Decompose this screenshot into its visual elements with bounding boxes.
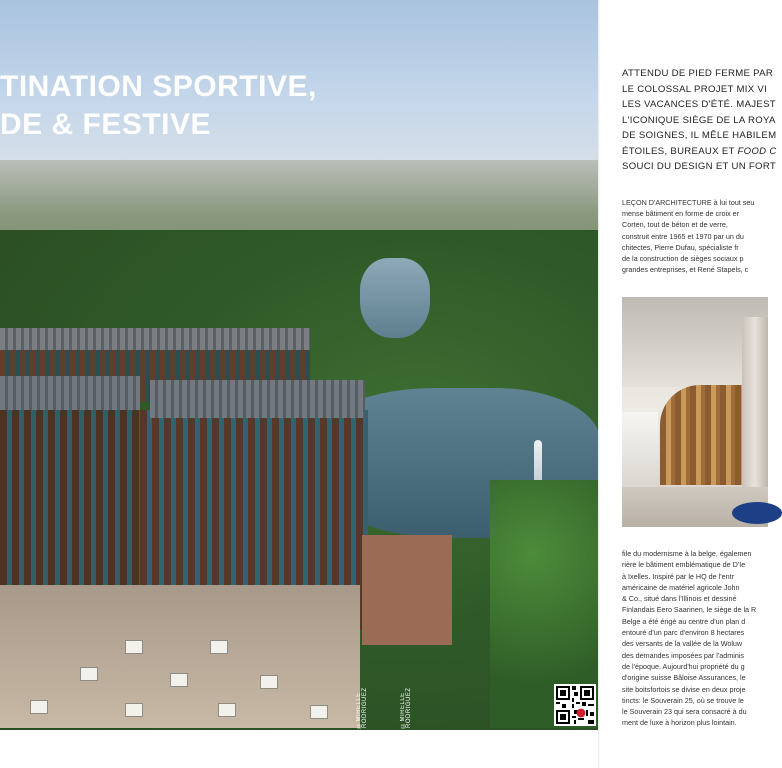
interior-photo (622, 297, 768, 527)
body-line: de l'époque. Aujourd'hui propriété du g (622, 661, 745, 671)
terrace (362, 535, 452, 645)
qr-code-icon (556, 686, 594, 724)
intro-line: ATTENDU DE PIED FERME PAR (622, 68, 774, 79)
body-line: de la construction de sièges sociaux p (622, 254, 744, 264)
body-paragraph-2 (622, 548, 768, 729)
upper-pond (360, 258, 430, 338)
intro-paragraph (622, 66, 777, 175)
interior-pillar (742, 317, 768, 493)
body-line: site boitsfortois se divise en deux proje (622, 684, 746, 694)
qr-code[interactable] (554, 684, 596, 726)
body-line: à Ixelles. Inspiré par le HQ de l'entr (622, 571, 735, 581)
body-line: Corten, tout de béton et de verre, (622, 220, 728, 230)
body-line: tincts: le Souverain 25, où se trouve le (622, 695, 744, 705)
body-line: le Souverain 23 qui sera consacré à du (622, 707, 747, 717)
interior-window (622, 412, 658, 487)
title-line-2: DE & FESTIVE (0, 108, 212, 141)
article-title (0, 68, 317, 144)
intro-line: LE COLOSSAL PROJET MIX VI (622, 83, 768, 95)
lead-in: LEÇON D'ARCHITECTURE (622, 198, 712, 207)
intro-line: ÉTOILES, BUREAUX ET FOOD C (622, 145, 777, 157)
body-paragraph-1 (622, 197, 768, 275)
body-line: d'origine suisse Bâloise Assurances, le (622, 673, 746, 683)
interior-curtain (660, 385, 746, 485)
intro-line: SOUCI DU DESIGN ET UN FORT (622, 161, 777, 172)
body-line: à lui tout seu (711, 198, 755, 207)
building-roof-left (0, 376, 140, 410)
body-line: construit entre 1965 et 1970 par un du (622, 231, 744, 241)
plaza (0, 585, 360, 728)
body-line: chitectes, Pierre Dufau, spécialiste fr (622, 242, 739, 252)
interior-rug (732, 502, 782, 524)
intro-emphasis: FOOD C (737, 145, 777, 157)
intro-line: L'ICONIQUE SIÈGE DE LA ROYA (622, 114, 776, 126)
body-line: des demandes imposées par l'adminis (622, 650, 745, 660)
body-line: Belge a été érigé au centre d'un plan d (622, 616, 746, 626)
body-line: ment de luxe à horizon plus lointain. (622, 718, 737, 728)
body-line: grandes entreprises, et René Stapels, c (622, 265, 749, 275)
body-line: des versants de la vallée de la Woluw (622, 639, 743, 649)
page-gutter (598, 0, 600, 768)
body-line: & Co., situé dans l'Illinois et dessiné (622, 594, 737, 604)
intro-line: DE SOIGNES, IL MÊLE HABILEM (622, 130, 777, 141)
body-line: américaine de matériel agricole John (622, 582, 740, 592)
building-left-wing (0, 392, 140, 602)
body-line: Finlandais Eero Saarinen, le siège de la R (622, 605, 757, 615)
body-line-lead (622, 197, 768, 208)
body-line: rière le bâtiment emblématique de D'Ie (622, 560, 746, 570)
building-back-roof (0, 328, 310, 350)
photo-credit: ©MIRELLE RODRIGUEZ (400, 687, 412, 728)
title-line-1: TINATION SPORTIVE, (0, 70, 317, 103)
building-roof-front (150, 380, 365, 418)
body-line: entouré d'un parc d'environ 8 hectares (622, 628, 745, 638)
body-line: mense bâtiment en forme de croix er (622, 209, 740, 219)
intro-line: LES VACANCES D'ÉTÉ. MAJEST (622, 99, 776, 110)
photo-credit: ©MIRELLE RODRIGUEZ (356, 687, 368, 728)
body-line: file du modernisme à la belge, égalemen (622, 549, 752, 558)
